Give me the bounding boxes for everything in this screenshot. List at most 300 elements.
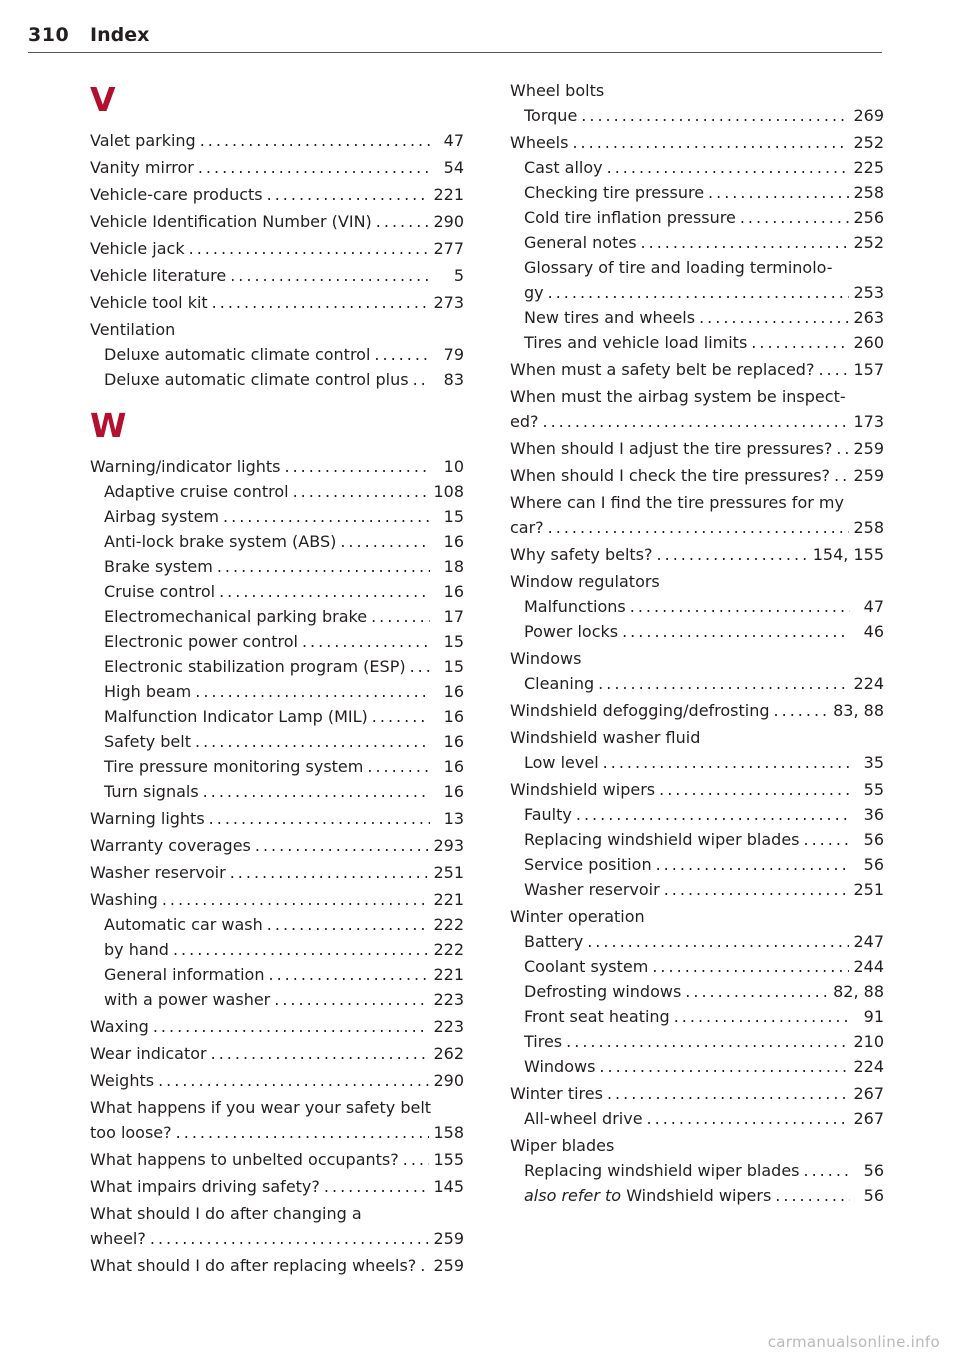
leader-dots [656,855,850,875]
entry-page: 16 [443,532,464,551]
see-also-prefix: also refer to [524,1186,622,1205]
entry-page: 56 [863,1186,884,1205]
leader-dots [230,266,430,286]
entry-term: Tires [524,1032,563,1051]
index-subentry [90,940,464,960]
entry-term: When must a safety belt be replaced? [510,360,815,379]
leader-dots [804,1161,851,1181]
entry-page: 221 [433,890,464,909]
leader-dots [572,133,849,153]
entry-term: Anti-lock brake system (ABS) [104,532,337,551]
leader-dots [162,890,430,910]
entry-page: 251 [853,880,884,899]
entry-term: Checking tire pressure [524,183,705,202]
index-subentry [510,753,884,773]
entry-term: Vehicle literature [90,266,227,285]
leader-dots [587,932,849,952]
entry-term: gy [524,283,544,302]
entry-page: 267 [853,1109,884,1128]
index-entry-line1 [90,1204,464,1224]
leader-dots [674,1007,850,1027]
entry-page: 15 [443,657,464,676]
leader-dots [223,507,430,527]
entry-page: 91 [863,1007,884,1026]
index-subentry [510,158,884,178]
leader-dots [376,212,430,232]
index-entry-line2 [90,1229,464,1249]
leader-dots [372,707,430,727]
index-subentry [510,855,884,875]
leader-dots [255,836,430,856]
leader-dots [211,1044,430,1064]
entry-page: 15 [443,632,464,651]
entry-term: Turn signals [104,782,199,801]
index-entry [90,1150,464,1170]
entry-term: Ventilation [90,320,176,339]
leader-dots [274,990,429,1010]
entry-page: 158 [433,1123,464,1142]
index-entry-line2 [510,412,884,432]
leader-dots [173,940,430,960]
entry-term: Windshield washer fluid [510,728,701,747]
leader-dots [150,1229,430,1249]
index-subentry [90,682,464,702]
index-subentry [90,757,464,777]
index-subentry-line1 [510,258,884,278]
entry-page: 293 [433,836,464,855]
index-subentry [510,805,884,825]
entry-term: Torque [524,106,578,125]
right-column [510,74,884,1206]
leader-dots [189,239,430,259]
leader-dots [403,1150,430,1170]
entry-term: Window regulators [510,572,660,591]
entry-page: 267 [853,1084,884,1103]
entry-term: Malfunction Indicator Lamp (MIL) [104,707,368,726]
entry-page: 223 [433,990,464,1009]
index-entry-line1 [510,387,884,407]
index-subentry [510,957,884,977]
entry-term: Tires and vehicle load limits [524,333,748,352]
entry-page: 35 [863,753,884,772]
entry-term: Service position [524,855,652,874]
entry-page: 210 [853,1032,884,1051]
entry-page: 222 [433,915,464,934]
leader-dots [659,780,850,800]
index-subentry [90,507,464,527]
leader-dots [195,732,430,752]
index-entry [90,1044,464,1064]
leader-dots [774,701,830,721]
index-subentry [510,622,884,642]
entry-term: Wiper blades [510,1136,615,1155]
entry-term: New tires and wheels [524,308,696,327]
leader-dots [324,1177,430,1197]
entry-page: 260 [853,333,884,352]
index-subentry [90,965,464,985]
entry-term: Wear indicator [90,1044,207,1063]
entry-page: 83, 88 [833,701,884,720]
index-entry [90,836,464,856]
entry-term: Vehicle-care products [90,185,263,204]
leader-dots [268,965,429,985]
entry-page: 251 [433,863,464,882]
leader-dots [267,185,430,205]
leader-dots [217,557,430,577]
index-subentry [510,208,884,228]
entry-term: What should I do after changing a [90,1204,362,1223]
index-entry [510,466,884,486]
leader-dots [699,308,849,328]
index-entry [510,133,884,153]
index-subentry [90,915,464,935]
entry-page: 154, 155 [812,545,884,564]
watermark: carmanualsonline.info [767,1333,940,1351]
index-subentry [510,1007,884,1027]
index-entry [90,1017,464,1037]
index-subentry [90,482,464,502]
entry-term: Windshield wipers [510,780,656,799]
index-entry [90,185,464,205]
entry-term: Deluxe automatic climate control plus [104,370,409,389]
index-subentry [510,1057,884,1077]
entry-term: Washing [90,890,158,909]
entry-page: 262 [433,1044,464,1063]
entry-page: 82, 88 [833,982,884,1001]
entry-term: What happens to unbelted occupants? [90,1150,399,1169]
header-rule [28,52,882,53]
leader-dots [818,360,849,380]
leader-dots [775,1186,850,1206]
entry-page: 16 [443,782,464,801]
entry-term: Winter operation [510,907,645,926]
index-entry [510,439,884,459]
index-entry [90,809,464,829]
entry-term: Wheel bolts [510,81,605,100]
leader-dots [607,158,850,178]
leader-dots [599,1057,849,1077]
leader-dots [212,293,430,313]
index-subentry [510,1032,884,1052]
entry-page: 10 [443,457,464,476]
index-subentry-line2 [510,283,884,303]
index-cross-reference [510,1186,884,1206]
entry-page: 17 [443,607,464,626]
leader-dots [200,131,430,151]
entry-term: Wheels [510,133,569,152]
entry-term: When should I adjust the tire pressures? [510,439,833,458]
leader-dots [209,809,430,829]
index-entry [90,158,464,178]
entry-term: car? [510,518,544,537]
index-subentry [90,557,464,577]
entry-page: 16 [443,732,464,751]
entry-term: All-wheel drive [524,1109,643,1128]
entry-term: Washer reservoir [524,880,660,899]
index-subentry [90,657,464,677]
leader-dots [603,753,850,773]
index-subentry [510,308,884,328]
leader-dots [548,518,850,538]
entry-page: 46 [863,622,884,641]
entry-page: 258 [853,518,884,537]
entry-page: 290 [433,212,464,231]
entry-page: 173 [853,412,884,431]
index-entry [90,1071,464,1091]
entry-term: Electromechanical parking brake [104,607,368,626]
entry-page: 225 [853,158,884,177]
leader-dots [284,457,430,477]
entry-term: Why safety belts? [510,545,653,564]
leader-dots [153,1017,430,1037]
entry-page: 259 [853,466,884,485]
entry-term: Vehicle Identification Number (VIN) [90,212,372,231]
index-subentry [510,183,884,203]
entry-term: Windows [510,649,582,668]
leader-dots [420,1256,429,1276]
entry-page: 157 [853,360,884,379]
entry-term: by hand [104,940,169,959]
cross-reference-target: Windshield wipers [626,1186,772,1205]
index-entry-line2 [510,518,884,538]
leader-dots [543,412,850,432]
index-entry [90,863,464,883]
entry-term: Electronic stabilization program (ESP) [104,657,406,676]
entry-page: 16 [443,707,464,726]
entry-page: 244 [853,957,884,976]
entry-term: When must the airbag system be inspect- [510,387,846,406]
index-subentry [510,880,884,900]
entry-page: 263 [853,308,884,327]
entry-term: Windshield defogging/defrosting [510,701,770,720]
index-entry [510,545,884,565]
index-entry [510,360,884,380]
index-heading [510,728,884,748]
entry-term: Malfunctions [524,597,626,616]
entry-term: Automatic car wash [104,915,263,934]
entry-page: 253 [853,283,884,302]
entry-term: Windows [524,1057,596,1076]
entry-page: 36 [863,805,884,824]
entry-term: Cast alloy [524,158,603,177]
index-entry [90,266,464,286]
leader-dots [195,682,430,702]
index-entry [510,780,884,800]
entry-term: What impairs driving safety? [90,1177,320,1196]
leader-dots [371,607,430,627]
index-entry [510,1084,884,1104]
index-entry [90,293,464,313]
leader-dots [576,805,850,825]
index-subentry [510,1109,884,1129]
entry-page: 259 [853,439,884,458]
entry-page: 13 [443,809,464,828]
entry-term: Waxing [90,1017,149,1036]
entry-term: Power locks [524,622,619,641]
leader-dots [751,333,849,353]
entry-page: 16 [443,757,464,776]
index-entry [90,1177,464,1197]
entry-term: General information [104,965,265,984]
entry-page: 269 [853,106,884,125]
entry-page: 221 [433,185,464,204]
entry-page: 256 [853,208,884,227]
leader-dots [652,957,849,977]
leader-dots [413,370,430,390]
leader-dots [374,345,430,365]
entry-page: 47 [863,597,884,616]
leader-dots [548,283,850,303]
index-subentry [90,582,464,602]
entry-term: Defrosting windows [524,982,682,1001]
entry-term: Valet parking [90,131,196,150]
entry-page: 56 [863,830,884,849]
leader-dots [607,1084,849,1104]
entry-term: Replacing windshield wiper blades [524,830,800,849]
entry-page: 259 [433,1229,464,1248]
entry-page: 247 [853,932,884,951]
entry-term: Battery [524,932,584,951]
index-entry [90,457,464,477]
index-subentry [510,333,884,353]
section-letter-v: V [90,80,116,119]
index-entry [510,701,884,721]
entry-page: 108 [433,482,464,501]
index-subentry [90,345,464,365]
index-heading [90,320,464,340]
index-entry [90,890,464,910]
index-subentry [510,982,884,1002]
entry-term: High beam [104,682,192,701]
entry-page: 222 [433,940,464,959]
index-subentry [90,732,464,752]
leader-dots [647,1109,850,1129]
entry-page: 5 [453,266,464,285]
index-heading [510,649,884,669]
index-heading [510,572,884,592]
index-entry-line1 [510,493,884,513]
leader-dots [230,863,430,883]
entry-term: Warranty coverages [90,836,251,855]
section-letter-w: W [90,406,127,445]
index-heading [510,1136,884,1156]
index-subentry [510,106,884,126]
entry-page: 273 [433,293,464,312]
entry-term: Glossary of tire and loading terminolo- [524,258,833,277]
leader-dots [267,915,430,935]
leader-dots [293,482,430,502]
index-heading [510,81,884,101]
index-subentry [510,597,884,617]
index-subentry [510,1161,884,1181]
leader-dots [203,782,430,802]
entry-term: Replacing windshield wiper blades [524,1161,800,1180]
entry-term: When should I check the tire pressures? [510,466,831,485]
entry-page: 259 [433,1256,464,1275]
entry-term: Front seat heating [524,1007,670,1026]
entry-page: 145 [433,1177,464,1196]
entry-term: General notes [524,233,637,252]
index-subentry [510,233,884,253]
entry-term: Tire pressure monitoring system [104,757,364,776]
entry-page: 18 [443,557,464,576]
index-heading [510,907,884,927]
entry-term: Vehicle jack [90,239,185,258]
entry-term: Weights [90,1071,155,1090]
entry-term: Coolant system [524,957,649,976]
entry-page: 277 [433,239,464,258]
entry-term: Safety belt [104,732,191,751]
entry-term: What happens if you wear your safety belt [90,1098,432,1117]
index-subentry [90,990,464,1010]
entry-page: 224 [853,674,884,693]
entry-page: 16 [443,582,464,601]
leader-dots [836,439,849,459]
index-subentry [90,607,464,627]
index-subentry [510,932,884,952]
leader-dots [302,632,430,652]
page-number: 310 [28,24,70,46]
entry-term: Washer reservoir [90,863,226,882]
entry-page: 221 [433,965,464,984]
leader-dots [581,106,849,126]
index-entry-line1 [90,1098,464,1118]
entry-page: 252 [853,133,884,152]
entry-term: Warning lights [90,809,205,828]
entry-page: 55 [863,780,884,799]
left-column [90,70,464,1276]
leader-dots [367,757,430,777]
entry-term [524,1186,771,1206]
entry-term: Deluxe automatic climate control [104,345,371,364]
entry-page: 56 [863,1161,884,1180]
index-entry [90,239,464,259]
index-subentry [90,782,464,802]
entry-page: 252 [853,233,884,252]
entry-term: What should I do after replacing wheels? [90,1256,417,1275]
leader-dots [158,1071,429,1091]
entry-term: Cruise control [104,582,216,601]
entry-page: 83 [443,370,464,389]
leader-dots [685,982,829,1002]
entry-term: Warning/indicator lights [90,457,281,476]
index-subentry [510,674,884,694]
entry-term: Where can I find the tire pressures for my [510,493,844,512]
index-entry [90,212,464,232]
entry-term: Cleaning [524,674,595,693]
entry-term: Cold tire inflation pressure [524,208,736,227]
entry-page: 15 [443,507,464,526]
entry-page: 54 [443,158,464,177]
leader-dots [566,1032,849,1052]
entry-term: Low level [524,753,599,772]
index-entry [90,1256,464,1276]
leader-dots [410,657,430,677]
leader-dots [740,208,850,228]
entry-term: wheel? [90,1229,146,1248]
index-subentry [90,370,464,390]
entry-page: 16 [443,682,464,701]
leader-dots [198,158,430,178]
entry-term: with a power washer [104,990,271,1009]
index-entry [90,131,464,151]
entry-term: Electronic power control [104,632,298,651]
entry-term: Adaptive cruise control [104,482,289,501]
entry-term: Brake system [104,557,213,576]
index-subentry [90,532,464,552]
entry-page: 224 [853,1057,884,1076]
entry-page: 155 [433,1150,464,1169]
